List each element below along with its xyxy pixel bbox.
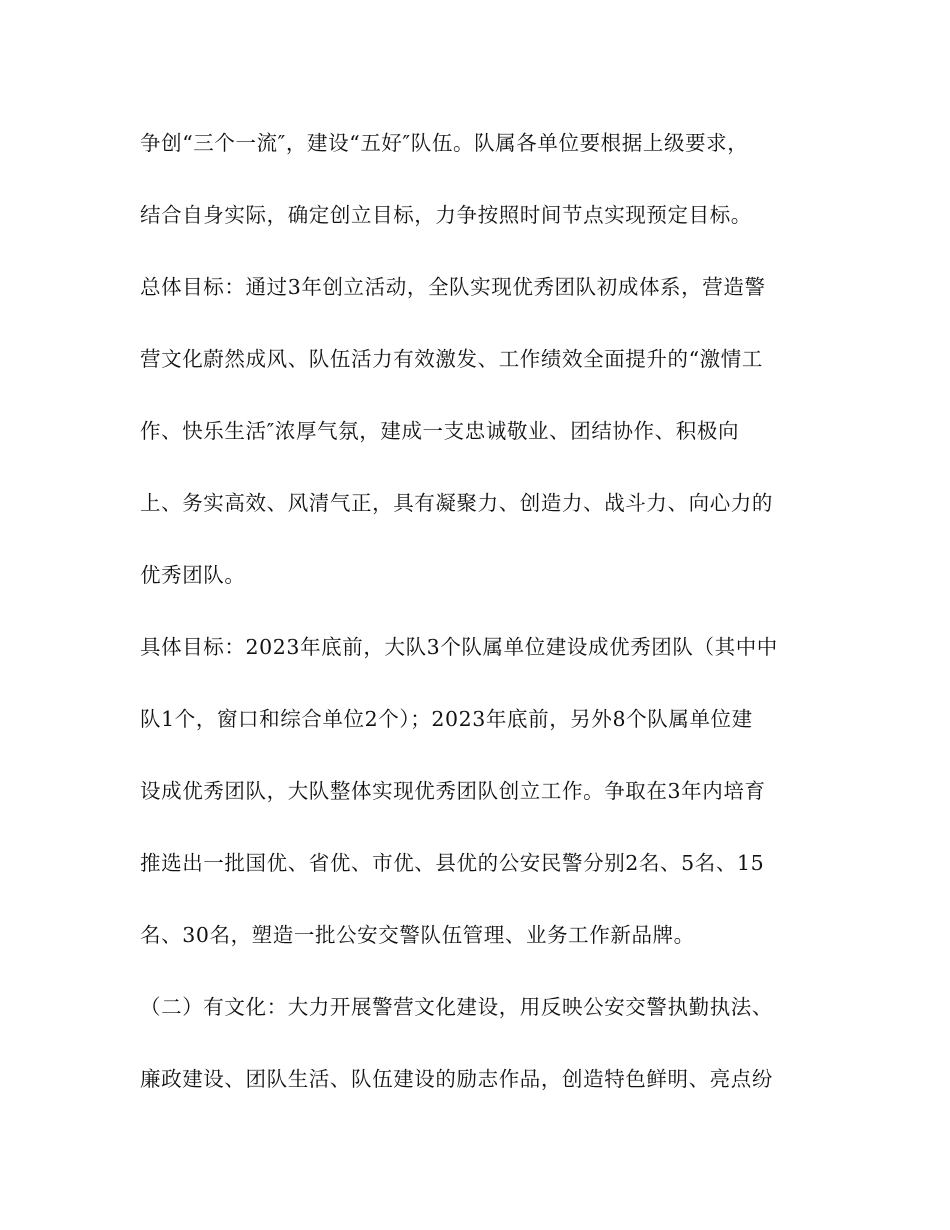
text-line-8: 具体目标：2023年底前，大队3个队属单位建设成优秀团队（其中中 <box>140 635 778 659</box>
text-line-3: 总体目标：通过3年创立活动，全队实现优秀团队初成体系，营造警 <box>140 275 766 299</box>
text-line-11: 推选出一批国优、省优、市优、县优的公安民警分别2名、5名、15 <box>140 851 765 875</box>
text-line-5: 作、快乐生活″浓厚气氛，建成一支忠诚敬业、团结协作、积极向 <box>140 419 740 443</box>
text-line-12: 名、30名，塑造一批公安交警队伍管理、业务工作新品牌。 <box>140 923 695 947</box>
text-line-13: （二）有文化：大力开展警营文化建设，用反映公安交警执勤执法、 <box>140 995 773 1019</box>
text-line-9: 队1个，窗口和综合单位2个）；2023年底前，另外8个队属单位建 <box>140 707 753 731</box>
text-line-7: 优秀团队。 <box>140 563 246 587</box>
text-line-10: 设成优秀团队，大队整体实现优秀团队创立工作。争取在3年内培育 <box>140 779 766 803</box>
text-line-1: 争创“三个一流″，建设“五好″队伍。队属各单位要根据上级要求， <box>140 131 749 155</box>
text-line-6: 上、务实高效、风清气正，具有凝聚力、创造力、战斗力、向心力的 <box>140 491 773 515</box>
text-line-14: 廉政建设、团队生活、队伍建设的励志作品，创造特色鲜明、亮点纷 <box>140 1067 773 1091</box>
text-line-2: 结合自身实际，确定创立目标，力争按照时间节点实现预定目标。 <box>140 203 752 227</box>
text-line-4: 营文化蔚然成风、队伍活力有效激发、工作绩效全面提升的“激情工 <box>140 347 763 371</box>
